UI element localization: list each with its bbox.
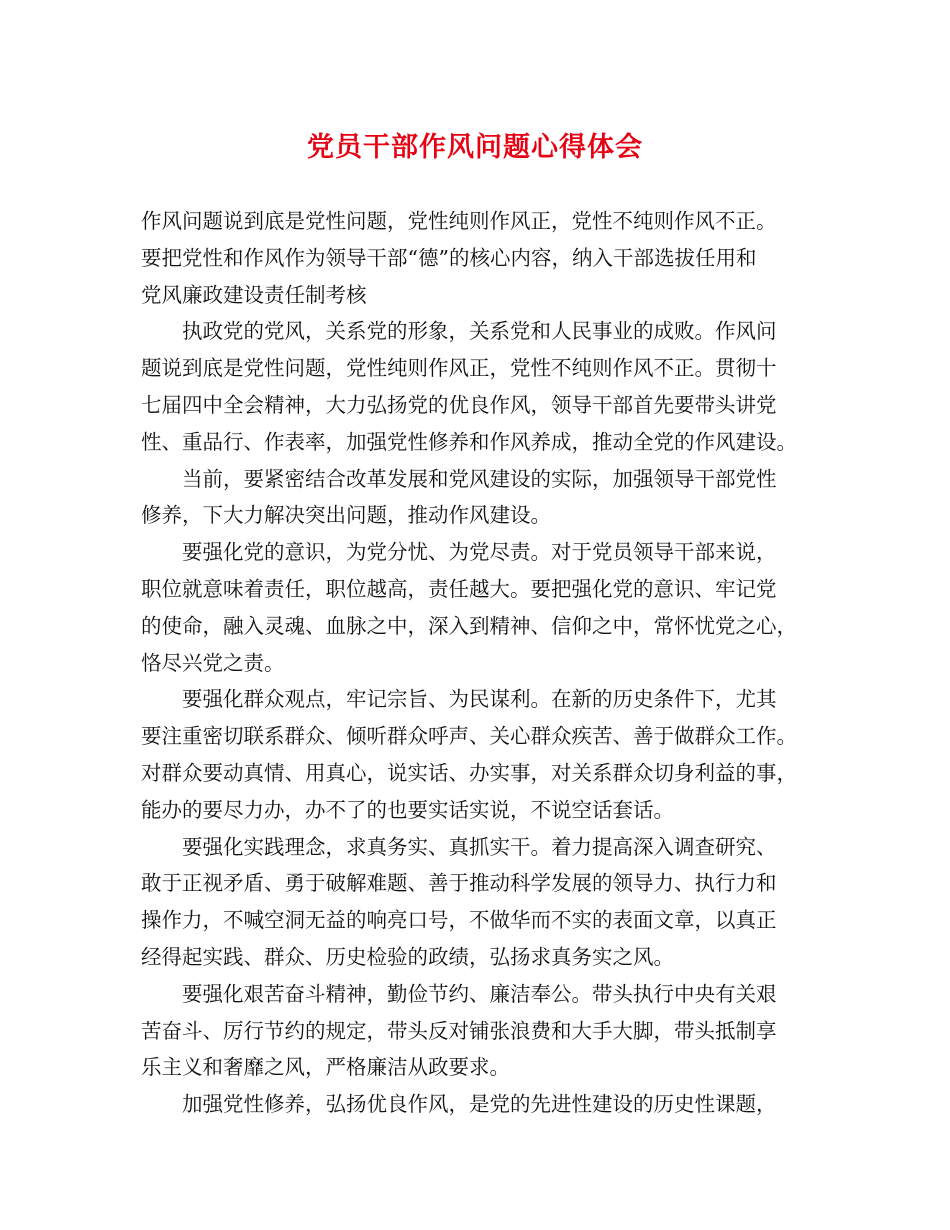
paragraph-2-line-4: 性、重品行、作表率，加强党性修养和作风养成，推动全党的作风建设。 — [141, 429, 797, 454]
paragraph-4-line-1: 要强化党的意识，为党分忧、为党尽责。对于党员领导干部来说， — [182, 540, 777, 565]
paragraph-7-line-2: 苦奋斗、厉行节约的规定，带头反对铺张浪费和大手大脚，带头抵制享 — [141, 1018, 777, 1043]
paragraph-6-line-4: 经得起实践、群众、历史检验的政绩，弘扬求真务实之风。 — [141, 944, 674, 969]
paragraph-1-line-3: 党风廉政建设责任制考核 — [141, 282, 367, 307]
paragraph-6-line-2: 敢于正视矛盾、勇于破解难题、善于推动科学发展的领导力、执行力和 — [141, 871, 777, 896]
paragraph-7-line-3: 乐主义和奢靡之风，严格廉洁从政要求。 — [141, 1055, 510, 1080]
paragraph-6-line-3: 操作力，不喊空洞无益的响亮口号，不做华而不实的表面文章，以真正 — [141, 908, 777, 933]
paragraph-1-line-2: 要把党性和作风作为领导干部“德”的核心内容，纳入干部选拔任用和 — [141, 245, 757, 270]
paragraph-3-line-1: 当前，要紧密结合改革发展和党风建设的实际，加强领导干部党性 — [182, 466, 777, 491]
paragraph-5-line-1: 要强化群众观点，牢记宗旨、为民谋利。在新的历史条件下，尤其 — [182, 687, 777, 712]
paragraph-2-line-1: 执政党的党风，关系党的形象，关系党和人民事业的成败。作风问 — [182, 319, 777, 344]
paragraph-1-line-1: 作风问题说到底是党性问题，党性纯则作风正，党性不纯则作风不正。 — [141, 209, 777, 233]
paragraph-7-line-1: 要强化艰苦奋斗精神，勤俭节约、廉洁奉公。带头执行中央有关艰 — [182, 981, 777, 1006]
paragraph-2-line-3: 七届四中全会精神，大力弘扬党的优良作风，领导干部首先要带头讲党 — [141, 392, 777, 417]
paragraph-4-line-2: 职位就意味着责任，职位越高，责任越大。要把强化党的意识、牢记党 — [141, 576, 777, 601]
paragraph-5-line-4: 能办的要尽力办，办不了的也要实话实说，不说空话套话。 — [141, 797, 674, 822]
paragraph-5-line-2: 要注重密切联系群众、倾听群众呼声、关心群众疾苦、善于做群众工作。 — [141, 724, 797, 749]
paragraph-4-line-4: 恪尽兴党之责。 — [141, 650, 285, 675]
paragraph-8-line-1: 加强党性修养，弘扬优良作风，是党的先进性建设的历史性课题， — [182, 1092, 777, 1117]
paragraph-4-line-3: 的使命，融入灵魂、血脉之中，深入到精神、信仰之中，常怀忧党之心， — [141, 613, 797, 638]
document-title: 党员干部作风问题心得体会 — [307, 132, 643, 163]
document-body — [141, 203, 831, 1123]
paragraph-6-line-1: 要强化实践理念，求真务实、真抓实干。着力提高深入调查研究、 — [182, 834, 777, 859]
paragraph-2-line-2: 题说到底是党性问题，党性纯则作风正，党性不纯则作风不正。贯彻十 — [141, 356, 777, 381]
paragraph-3-line-2: 修养，下大力解决突出问题，推动作风建设。 — [141, 503, 551, 528]
paragraph-5-line-3: 对群众要动真情、用真心，说实话、办实事，对关系群众切身利益的事， — [141, 760, 797, 785]
